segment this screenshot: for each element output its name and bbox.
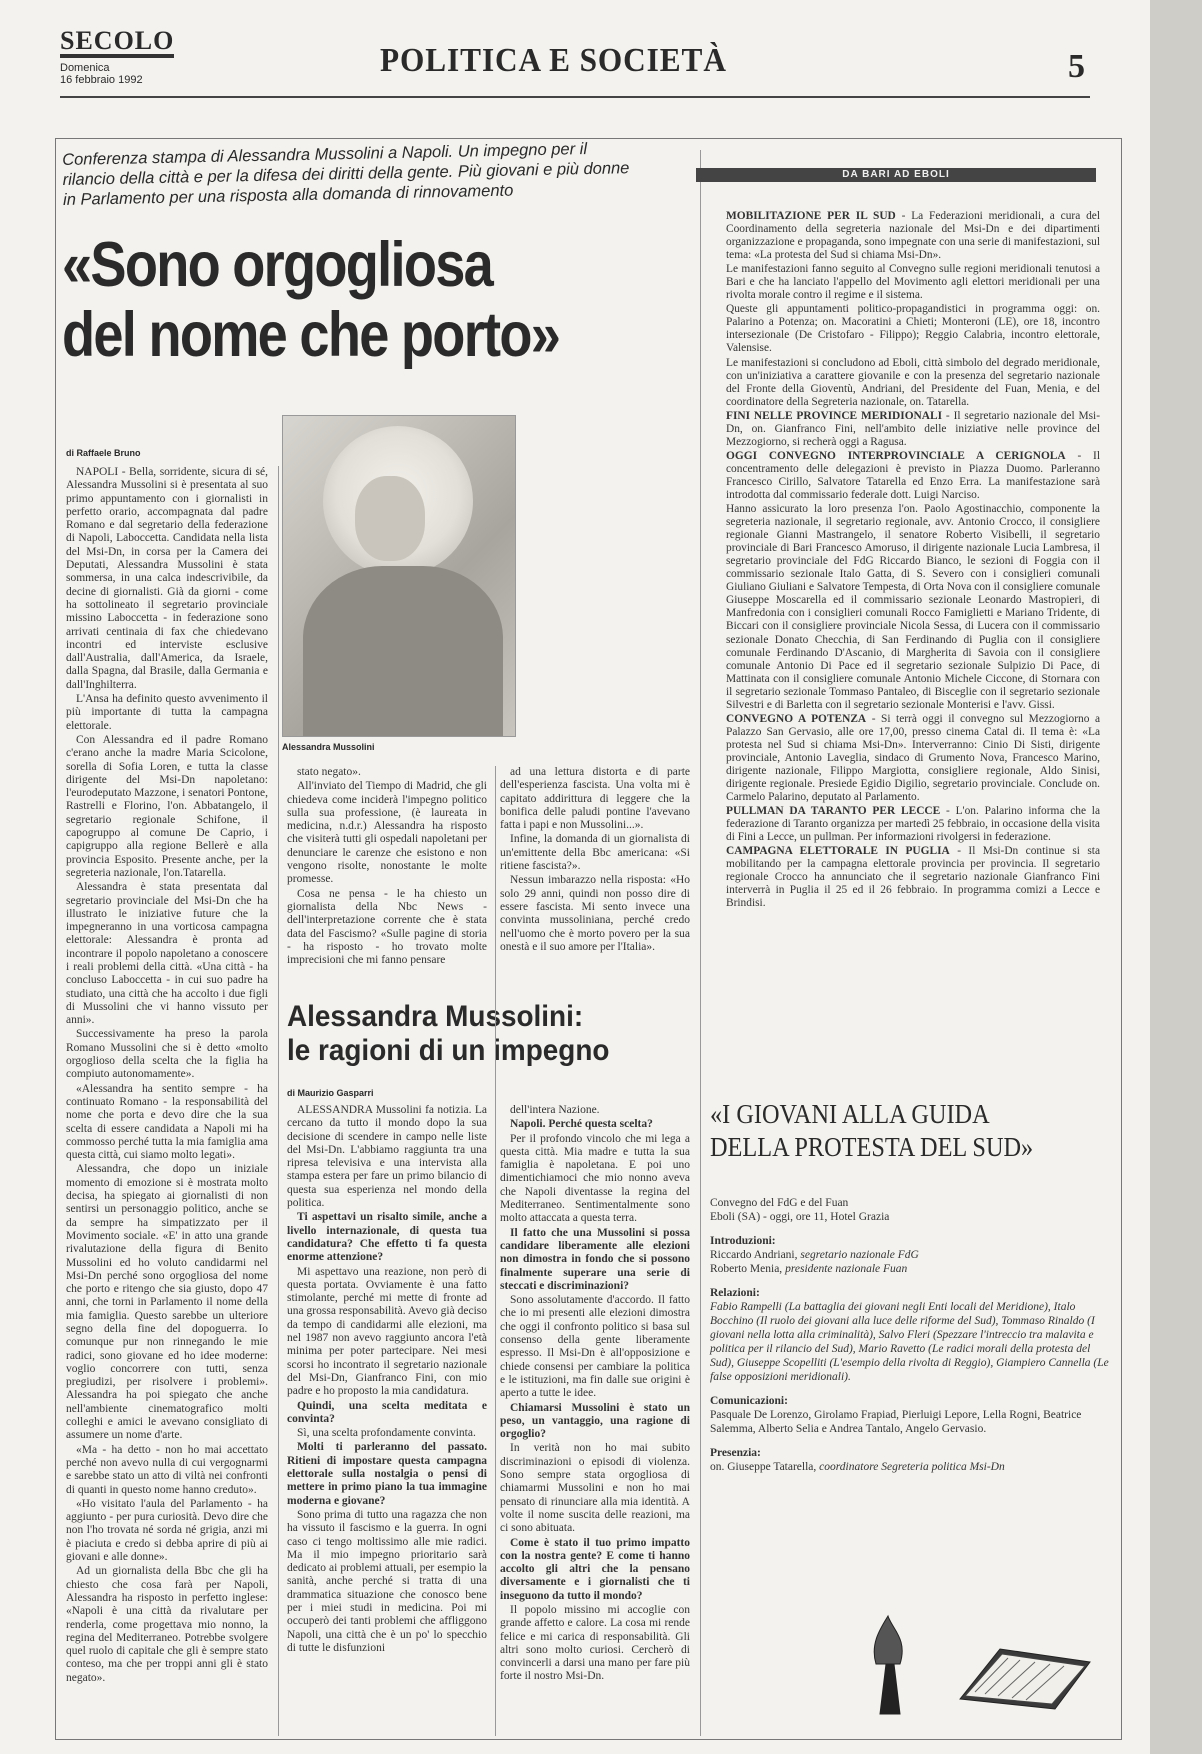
box-paragraph-lead: MOBILITAZIONE PER IL SUD (726, 210, 896, 222)
paragraph: Napoli. Perché questa scelta? (510, 1118, 653, 1131)
paragraph: Alessandra, che dopo un iniziale momento di emozione si è mostrata molto decisa, ha spiegato ai giornalisti di non sentirsi un personaggio politico, anche se da sempre ha simpatizzato per il Movimento sociale. «E' in atto una grande rivalutazione della figura di Benito Mussolini ed ho voluto candidarmi nel Msi-Dn perché sono orgogliosa del nome che porto e ritengo che sia giusto, dopo 47 anni, che torni in Parlamento il nome della mia famiglia. Questo sarebbe un ulteriore segno della fine del dopoguerra. Io comunque pur non rinnegando le mie radici, sono giovane ed ho idee moderne: voglio concorrere con tutti, senza pregiudizi, per risolvere i problemi». Alessandra ha poi spiegato che anche nell'ambiente cinematografico molti colleghi e amici le avevano consigliato di assumere un nome d'arte. (66, 1163, 268, 1442)
paragraph: Ad un giornalista della Bbc che gli ha chiesto che cosa farà per Napoli, Alessandra ha risposto in perfetto inglese: «Napoli è una città da rivalutare per renderla, come progettava mio nonno, la regina del Mediterraneo. Potrebbe svolgere quel ruolo di capitale che gli è sempre stato conteso, ma che per troppi anni gli è stato negato». (66, 1565, 268, 1684)
article-kicker: Conferenza stampa di Alessandra Mussolini a Napoli. Un impegno per il rilancio della città e per la difesa dei diritti della gente. Più giovani e più donne in Parlamento per una risposta alla domanda di rinnovamento (62, 140, 630, 209)
headline-line-2: del nome che porto» (62, 300, 560, 370)
paragraph: In verità non ho mai subito discriminazioni o episodi di violenza. Sono sempre stata orgogliosa di chiamarmi Mussolini e non ho mai pensato di rinunciare alla mia identità. A volte il nome suscita delle reazioni, ma ci sono abituata. (500, 1442, 690, 1535)
box-paragraph-text: - Il Msi-Dn continue si sta mobilitando per la campagna elettorale provincia per provincia. Il segretario regionale Crocco ha annunciato che il segretario nazionale Gianfranco Fini interverrà in Puglia il 25 ed il 26 febbraio. In programma comizi a Lecce e Brindisi. (726, 845, 1100, 910)
event-place: Eboli (SA) - oggi, ore 11, Hotel Grazia (710, 1211, 890, 1223)
article-column-2 (287, 766, 487, 978)
box-paragraph-lead: CAMPAGNA ELETTORALE IN PUGLIA (726, 845, 950, 858)
box-paragraph (726, 357, 1100, 409)
section-title: POLITICA E SOCIETÀ (380, 42, 727, 79)
box-paragraph-text: Queste gli appuntamenti politico-propagandistici in programma oggi: on. Palarino a Potenza; on. Macoratini a Chieti; Monteroni (LE), ore 18, incontro intersezionale (De Cristofaro - Filippo); Reggio Calabria, incontro elettorale, Valensise. (726, 303, 1100, 355)
paragraph: Alessandra è stata presentata dal segretario provinciale del Msi-Dn che ha illustrato le iniziative future che la impegneranno in una vorticosa campagna elettorale: Alessandra è pronta ad incontrare il popolo napoletano a conoscere i reali problemi della città. «Una città - ha concluso Laboccetta - in cui suo padre ha studiato, una città che ha accolto i due figli di Mussolini che vi hanno vissuto per anni». (66, 881, 268, 1027)
column-divider (278, 466, 279, 1736)
sub-headline-line-2: le ragioni di un impegno (287, 1034, 610, 1067)
event-program (710, 1196, 1110, 1474)
masthead (60, 28, 174, 86)
paragraph: Infine, la domanda di un giornalista di un'emittente della Bbc americana: «Si ritiene fascista?». (500, 833, 690, 873)
photo-caption: Alessandra Mussolini (282, 742, 375, 752)
paragraph: All'inviato del Tiempo di Madrid, che gli chiedeva come inciderà l'impegno politico sulla sua professione, (è laureata in medicina, n.d.r.) Alessandra ha risposto che visiterà tutti gli ospedali napoletani per denunciare le carenze che esistono e non vengono risolte, nonostante le molte promesse. (287, 780, 487, 886)
interview-column-2 (500, 1104, 690, 1738)
box-paragraph-text: Hanno assicurato la loro presenza l'on. Paolo Agostinacchio, componente la segreteria nazionale, il segretario regionale, avv. Antonio Crocco, il consigliere regionale Gianni Mastrangelo, il senatore Roberto Visibelli, il segretario provinciale di Bari Francesco Amoruso, il dirigente nazionale Lucia Lambresa, il segretario provinciale del FdG Riccardo Bianco, le sezioni di Foggia con il commissario sezionale Italo Gatta, di S. Severo con i consiglieri comunali Giuliano Giuliani e Salvatore Tempesta, di Orta Nova con il consigliere comunale Giuseppe Moscarella ed il commissario sezionale Leonardo Mastropieri, di Manfredonia con i consiglieri comunali Rocco Famiglietti e Mariano Tridente, di Biccari con il consigliere provinciale Nicola Sessa, di Lucera con il commissario sezionale Donato Checchia, di San Ferdinando di Puglia con il consigliere comunale Ferdinando D'Ascanio, di Margherita di Savoia con il consigliere comunale Antonio Di Pace ed il segretario sezionale Sulpizio Di Pace, di Mattinata con il consigliere comunale Antonio Michele Ciccone, di Stornara con il segretario sezionale Tommaso Pantaleo, di Bisceglie con il segretario sezionale Silvestri e di Barletta con il segretario sezionale Monterisi e l'avv. Gissi. (726, 503, 1100, 711)
paragraph: «Alessandra ha sentito sempre - ha continuato Romano - la responsabilità del nome che porta e devo dire che la sua scelta di essere candidata a Napoli mi ha commosso perché tutta la mia famiglia ama questa città, cui siamo molto legati». (66, 1082, 268, 1162)
paragraph: Mi aspettavo una reazione, non però di questa portata. Ovviamente è una fatto stimolante, perché mi mette di fronte ad una grossa responsabilità. Avevo già deciso da tempo di candidarmi alle elezioni, ma nel 1987 non avevo raggiunto ancora l'età minima per poter partecipare. Nei mesi scorsi ho incontrato il segretario nazionale del Msi-Dn, Gianfranco Fini, con mio padre e ho proposto la mia candidatura. (287, 1265, 487, 1398)
box-paragraph (726, 210, 1100, 262)
intro-item: Roberto Menia, presidente nazionale Fuan (710, 1263, 908, 1275)
box-paragraph (726, 805, 1100, 844)
torch-handle (880, 1664, 900, 1714)
newspaper-logo: SECOLO (60, 28, 174, 58)
box-paragraph-text: - L'on. Palarino informa che la federazione di Taranto organizza per martedì 25 febbraio, in occasione della visita di Fini a Lecce, un pullman. Per informazioni rivolgersi in federazione. (726, 805, 1100, 844)
paragraph: Per il profondo vincolo che mi lega a questa città. Mia madre e tutta la sua famiglia è napoletana. E poi uno dimentichiamoci che mio nonno aveva che Napoli diventasse la regina del Mediterraneo. Sentimentalmente sono molto attaccata a questa terra. (500, 1132, 690, 1225)
paragraph: Molti ti parleranno del passato. Ritieni di impostare questa campagna elettorale sulla nostalgia o pensi di mettere in primo piano la tua immagine moderna e giovane? (287, 1441, 487, 1507)
sub-headline-line-1: Alessandra Mussolini: (287, 1000, 584, 1033)
box-paragraph-lead: OGGI CONVEGNO INTERPROVINCIALE A CERIGNOLA (726, 449, 1066, 462)
torch-and-book-illustration (850, 1604, 1110, 1724)
box-paragraph (726, 845, 1100, 910)
box-paragraph (726, 503, 1100, 712)
presenza-item: on. Giuseppe Tatarella, coordinatore Segreteria politica Msi-Dn (710, 1461, 1005, 1473)
box-paragraph (726, 303, 1100, 355)
intro-label: Introduzioni: (710, 1235, 776, 1247)
paragraph: dell'intera Nazione. (510, 1104, 600, 1116)
paragraph: Con Alessandra ed il padre Romano c'erano anche la madre Maria Scicolone, sorella di Sofia Loren, e tutta la classe dirigente del Msi-Dn napoletano: l'eurodeputato Mazzone, i senatori Pontone, Rastrelli e Florino, l'on. Abbatangelo, il segretario regionale Schifone, il capogruppo al comune De Caprio, i capigruppo alla regione Bellerè e alla provincia Esposito. Presente anche, per la segreteria nazionale, l'on.Tatarella. (66, 733, 268, 879)
relazioni-text: Fabio Rampelli (La battaglia dei giovani negli Enti locali del Meridione), Italo Bocchino (Il ruolo dei giovani alla luce delle riforme del Sud), Tommaso Rinaldo (I giovani nella lotta alla criminalità), Salvo Fleri (Spezzare l'intreccio tra malavita e politica per il rilancio del Sud), Mario Ravetto (Le radici morali della protesta del Sud), Giuseppe Scopelliti (L'esempio della rivolta di Reggio), Giampiero Cannella (Le false opposizioni meridionali). (710, 1301, 1109, 1383)
news-box-text (726, 210, 1100, 1010)
box-paragraph (726, 410, 1100, 449)
paragraph: NAPOLI - Bella, sorridente, sicura di sé, Alessandra Mussolini si è presentata al suo primo appuntamento con i giornalisti in perfetto orario, accompagnata dal padre Romano e dal segretario della federazione di Napoli, Laboccetta. Candidata nella lista del Msi-Dn, in corsa per la Camera dei Deputati, Alessandra Mussolini è stata sommersa, in una calca indescrivibile, da decine di giornalisti. Già da giorni - come ha sottolineato il segretario provinciale missino Laboccetta - in federazione sono arrivati centinaia di fax che chiedevano incontri ed interviste esclusive dall'Australia, dall'America, da Israele, dalla Spagna, dal Brasile, dalla Germania e dall'Inghilterra. (66, 466, 268, 691)
portrait-photo (282, 415, 516, 737)
box-paragraph-text: - Il concentramento delle delegazioni è previsto in Piazza Duomo. Parleranno Francesco Cirillo, Salvatore Tatarella ed Enzo Erra. La manifestazione sarà introdotta dal commissario federale dott. Luigi Narciso. (726, 449, 1100, 501)
photo-body (303, 566, 503, 737)
event-subtitle: Convegno del FdG e del Fuan (710, 1197, 849, 1209)
header-rule (60, 96, 1090, 98)
event-title (710, 1098, 1070, 1164)
paragraph: Sono assolutamente d'accordo. Il fatto che io mi presenti alle elezioni dimostra che oggi il confronto politico si basa sul consenso della gente liberamente espresso. Il Msi-Dn è all'opposizione e chiede consensi per cambiare la politica e le istituzioni, ma fin dalle sue origini è aperto a tutte le idee. (500, 1294, 690, 1400)
paragraph: Come è stato il tuo primo impatto con la nostra gente? E come ti hanno accolto gli altri che la pensano diversamente e i giornalisti che ti inseguono da tutto il mondo? (500, 1536, 690, 1602)
byline-main: di Raffaele Bruno (66, 448, 141, 458)
presenza-label: Presenzia: (710, 1447, 761, 1459)
article-column-3 (500, 766, 690, 978)
paragraph: Sì, una scelta profondamente convinta. (297, 1427, 476, 1440)
paragraph: Nessun imbarazzo nella risposta: «Ho solo 29 anni, quindi non posso dire di essere fascista. Mi sento invece una convinta mussoliniana, perché credo nell'uomo che è morto povero per la sua onestà e il suo amore per l'Italia». (500, 874, 690, 953)
box-paragraph-text: Le manifestazioni si concludono ad Eboli, città simbolo del degrado meridionale, con un'iniziativa a carattere giovanile e con la presenza del segretario nazionale del Fronte della Gioventù, Andriani, del Presidente del Fuan, Menia, e del coordinatore della Segreteria nazionale, on. Tatarella. (726, 356, 1100, 408)
paragraph: Cosa ne pensa - le ha chiesto un giornalista della Nbc News - dell'interpretazione corrente che è stata data del Fascismo? «Sulle pagine di storia - ha risposto - ho trovato molte imprecisioni che mi fanno pensare (287, 887, 487, 967)
paragraph: ALESSANDRA Mussolini fa notizia. La cercano da tutto il mondo dopo la sua decisione di scendere in campo nelle liste del Msi-Dn. L'abbiamo raggiunta tra una ripresa televisiva e una intervista alla stampa estera per fare un primo bilancio di questa sua esperienza nel mondo della politica. (287, 1104, 487, 1210)
box-paragraph-text: Le manifestazioni fanno seguito al Convegno sulle regioni meridionali tenutosi a Bari e che ha lanciato l'appello del Movimento agli elettori meridionali per una rivolta morale contro il regime e il sistema. (726, 263, 1100, 302)
box-paragraph-text: - Si terrà oggi il convegno sul Mezzogiorno a Palazzo San Gervasio, alle ore 17,00, presso cinema Catal di. Il tema è: «La protesta nel Sud si chiama Msi-Dn». Interverranno: Cinio Di Sisti, dirigente provinciale, Antonio Laveglia, sindaco di Grumento Nova, Francesco Marino, dirigente nazionale, Filippo Margiotta, consigliere regionale, Aldo Sinisi, dirigente regionale. Presiede Egidio Digilio, segretario provinciale. Conclude on. Carmelo Palarino, deputato al Parlamento. (726, 712, 1100, 804)
event-title-line-2: DELLA PROTESTA DEL SUD» (710, 1132, 1034, 1162)
intro-item: Riccardo Andriani, segretario nazionale FdG (710, 1249, 919, 1261)
box-paragraph (726, 713, 1100, 804)
box-paragraph-text: - Il segretario nazionale del Msi-Dn, on. Gianfranco Fini, nell'ambito delle iniziative nelle province del Mezzogiorno, si recherà oggi a Ragusa. (726, 409, 1100, 448)
relazioni-label: Relazioni: (710, 1287, 760, 1299)
paragraph: Quindi, una scelta meditata e convinta? (287, 1399, 487, 1425)
main-headline (62, 230, 578, 370)
paragraph: «Ma - ha detto - non ho mai accettato perché non avevo nulla di cui vergognarmi e sarebbe stato un atto di viltà nei confronti di quanti in questo nome hanno creduto». (66, 1443, 268, 1496)
box-paragraph (726, 263, 1100, 302)
issue-date: 16 febbraio 1992 (60, 74, 143, 86)
paragraph: Successivamente ha preso la parola Romano Mussolini che si è detto «molto orgoglioso della scelta che la figlia ha compiuto autonomamente». (66, 1028, 268, 1081)
issue-day: Domenica (60, 62, 110, 74)
paragraph: L'Ansa ha definito questo avvenimento il più importante di tutta la campagna elettorale. (66, 693, 268, 732)
byline-sub: di Maurizio Gasparri (287, 1088, 374, 1098)
torch-flame (874, 1616, 902, 1664)
paragraph: ad una lettura distorta e di parte dell'esperienza fascista. Una volta mi è capitato addirittura di leggere che la bonifica delle paludi pontine l'avevano fatta i papi e non Mussolini...». (500, 766, 690, 832)
column-divider (495, 766, 496, 1736)
article-column-1 (66, 466, 268, 1738)
box-paragraph-lead: CONVEGNO A POTENZA (726, 712, 867, 725)
sub-headline (287, 1000, 659, 1068)
comunicazioni-label: Comunicazioni: (710, 1395, 788, 1407)
comunicazioni-text: Pasquale De Lorenzo, Girolamo Frapiad, Pierluigi Lepore, Lella Rogni, Beatrice Salemma, Alberto Selia e Andrea Tantalo, Angelo Gervasio. (710, 1409, 1082, 1435)
page-edge (1150, 0, 1202, 1754)
paragraph: Ti aspettavi un risalto simile, anche a livello internazionale, di questa tua candidatura? Che effetto ti fa questa enorme attenzione? (287, 1211, 487, 1264)
column-divider (700, 150, 701, 1736)
page-number: 5 (1068, 48, 1085, 85)
box-paragraph-lead: FINI NELLE PROVINCE MERIDIONALI (726, 409, 943, 422)
paragraph: Il popolo missino mi accoglie con grande affetto e calore. La cosa mi rende felice e mi carica di responsabilità. Gli altri sono molto curiosi. Cercherò di convincerli a darsi una mano per fare più forte il nostro Msi-Dn. (500, 1603, 690, 1683)
interview-column-1 (287, 1104, 487, 1738)
photo-face (355, 476, 425, 561)
paragraph: Il fatto che una Mussolini si possa candidare liberamente alle elezioni non dimostra in fondo che si possono finalmente superare una serie di steccati e discriminazioni? (500, 1226, 690, 1292)
box-header: DA BARI AD EBOLI (696, 168, 1096, 182)
paragraph: «Ho visitato l'aula del Parlamento - ha aggiunto - per pura curiosità. Devo dire che non l'ho trovata né sorda né grigia, anzi mi è piaciuta e credo si debba aprire di più ai giovani e alle donne». (66, 1497, 268, 1564)
box-paragraph (726, 450, 1100, 502)
headline-line-1: «Sono orgogliosa (62, 230, 493, 300)
box-paragraph-text: - La Federazioni meridionali, a cura del Coordinamento della segreteria nazionale del Msi-Dn e dei dipartimenti organizzazione e propaganda, sono impegnate con una serie di manifestazioni, sul tema: «La protesta del Sud si chiama Msi-Dn». (726, 210, 1100, 262)
paragraph: Chiamarsi Mussolini è stato un peso, un vantaggio, una ragione di orgoglio? (500, 1401, 690, 1441)
event-title-line-1: «I GIOVANI ALLA GUIDA (710, 1099, 990, 1129)
paragraph: Sono prima di tutto una ragazza che non ha vissuto il fascismo e la guerra. In ogni caso ci tengo moltissimo alle mie radici. Ma il mio impegno prioritario sarà dedicato ai problemi attuali, per esempio la sanità, anche perché si tratta di una drammatica situazione che conosco bene per i miei studi in medicina. Poi mi occuperò dei tanti problemi che affliggono Napoli, una città che è un po' lo specchio di tutte le disfunzioni (287, 1508, 487, 1654)
box-paragraph-lead: PULLMAN DA TARANTO PER LECCE (726, 805, 941, 818)
paragraph: stato negato». (297, 766, 361, 778)
